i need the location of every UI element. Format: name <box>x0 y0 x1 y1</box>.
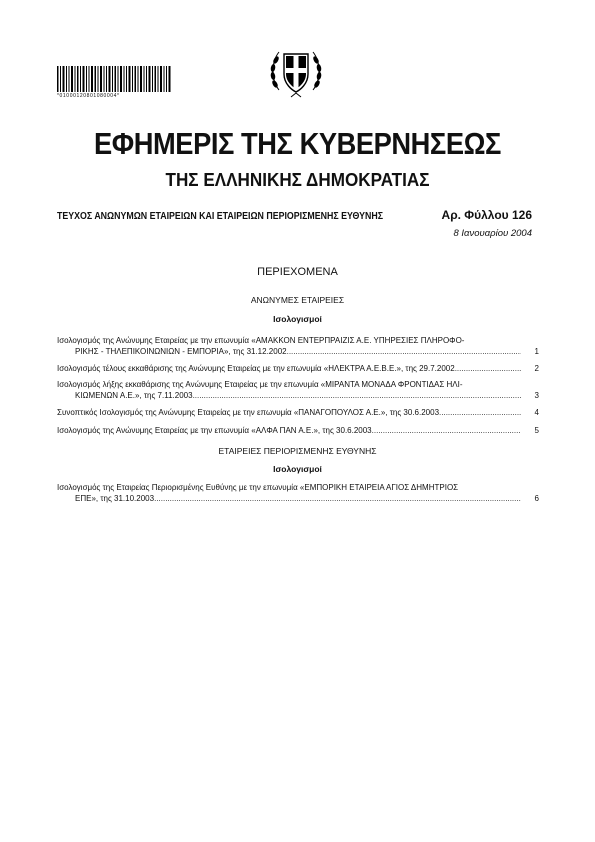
dot-leader <box>193 390 521 401</box>
barcode <box>57 66 171 92</box>
section-subtitle: Ισολογισμοί <box>273 314 322 324</box>
toc-entry-text: Ισολογισμός της Εταιρείας Περιορισμένης Ευθύνης με την επωνυμία «ΕΜΠΟΡΙΚΗ ΕΤΑΙΡΕΙΑ ΑΓΙΟΣ ΔΗΜΗΤΡΙΟΣ <box>57 483 459 492</box>
dot-leader <box>455 363 521 374</box>
contents-heading: ΠΕΡΙΕΧΟΜΕΝΑ <box>257 266 338 278</box>
toc-entry[interactable] <box>57 482 539 504</box>
toc-entry-text-cont: ΡΙΚΗΣ - ΤΗΛΕΠΙΚΟΙΝΩΝΙΩΝ - ΕΜΠΟΡΙΑ», της 31.12.2002 <box>75 347 287 356</box>
barcode-number: *01000120801080004* <box>57 93 120 99</box>
toc-entry-text-cont: ΕΠΕ», της 31.10.2003 <box>75 494 155 503</box>
toc-entry-text: Ισολογισμός λήξης εκκαθάρισης της Ανώνυμης Εταιρείας με την επωνυμία «ΜΙΡΑΝΤΑ ΜΟΝΑΔΑ ΦΡΟΝΤΙΔΑΣ ΗΛΙ- <box>57 380 463 389</box>
dot-leader <box>439 407 521 418</box>
toc-page-number: 1 <box>534 347 539 356</box>
toc-entry-text: Ισολογισμός της Ανώνυμης Εταιρείας με την επωνυμία «ΑΛΦΑ ΠΑΝ Α.Ε.», της 30.6.2003 <box>57 426 372 435</box>
section-title: ΕΤΑΙΡΕΙΕΣ ΠΕΡΙΟΡΙΣΜΕΝΗΣ ΕΥΘΥΝΗΣ <box>218 446 377 456</box>
dot-leader <box>154 493 521 504</box>
toc-entry-text-cont: ΚΙΩΜΕΝΩΝ Α.Ε.», της 7.11.2003 <box>75 391 193 400</box>
sheet-number: Αρ. Φύλλου 126 <box>441 208 532 222</box>
toc-entry-text: Συνοπτικός Ισολογισμός της Ανώνυμης Εταιρείας με την επωνυμία «ΠΑΝΑΓΟΠΟΥΛΟΣ Α.Ε.», της 30.6.2003 <box>57 408 440 417</box>
coat-of-arms-icon <box>267 40 325 102</box>
toc-page-number: 3 <box>534 391 539 400</box>
gazette-subtitle: ΤΗΣ ΕΛΛΗΝΙΚΗΣ ΔΗΜΟΚΡΑΤΙΑΣ <box>165 170 430 190</box>
issue-type: ΤΕΥΧΟΣ ΑΝΩΝΥΜΩΝ ΕΤΑΙΡΕΙΩΝ ΚΑΙ ΕΤΑΙΡΕΙΩΝ ΠΕΡΙΟΡΙΣΜΕΝΗΣ ΕΥΘΥΝΗΣ <box>57 210 384 222</box>
toc-page-number: 2 <box>534 364 539 373</box>
toc-entry[interactable] <box>57 335 539 357</box>
toc-page-number: 5 <box>534 426 539 435</box>
dot-leader <box>287 346 521 357</box>
toc-page-number: 4 <box>534 408 539 417</box>
section-title: ΑΝΩΝΥΜΕΣ ΕΤΑΙΡΕΙΕΣ <box>250 295 345 305</box>
toc-entry[interactable] <box>57 379 539 401</box>
toc-entry[interactable] <box>57 425 539 436</box>
toc-entry[interactable] <box>57 407 539 418</box>
gazette-title: ΕΦΗΜΕΡΙΣ ΤΗΣ ΚΥΒΕΡΝΗΣΕΩΣ <box>94 126 501 161</box>
dot-leader <box>372 425 521 436</box>
toc-entry-text: Ισολογισμός της Ανώνυμης Εταιρείας με την επωνυμία «ΑΜΑΚΚΟΝ ΕΝΤΕΡΠΡΑΙΖΙΣ Α.Ε. ΥΠΗΡΕΣΙΕΣ ΠΛΗΡΟΦΟ- <box>57 336 465 345</box>
section-subtitle: Ισολογισμοί <box>273 464 322 474</box>
issue-date: 8 Ιανουαρίου 2004 <box>453 228 532 239</box>
toc-page-number: 6 <box>534 494 539 503</box>
toc-entry-text: Ισολογισμός τέλους εκκαθάρισης της Ανώνυμης Εταιρείας με την επωνυμία «ΗΛΕΚΤΡΑ Α.Ε.Β.Ε.», της 29.7.2002 <box>57 364 455 373</box>
toc-entry[interactable] <box>57 363 539 374</box>
